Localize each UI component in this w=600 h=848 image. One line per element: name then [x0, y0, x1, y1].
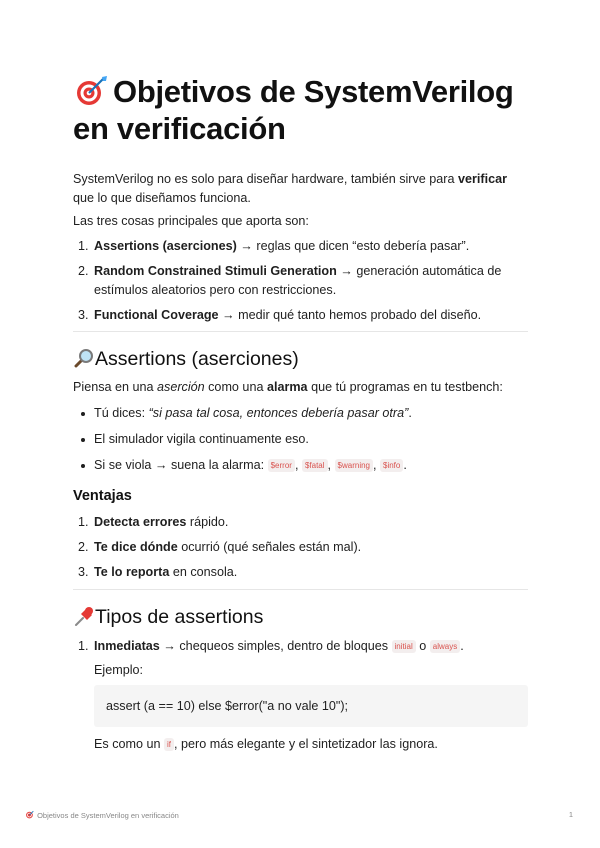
- text: ,: [294, 458, 299, 472]
- heading-text: Tipos de assertions: [95, 606, 264, 628]
- text: que tú programas en tu testbench:: [307, 380, 503, 394]
- subheading-ventajas: Ventajas: [73, 488, 132, 504]
- document-page: [73, 0, 528, 751]
- list-text: → chequeos simples, dentro de bloques: [159, 639, 392, 653]
- bullet-dot: [81, 412, 85, 416]
- text: Tú dices:: [94, 406, 149, 420]
- section-heading-tipos: [73, 605, 528, 629]
- list-text: → medir qué tanto hemos probado del diseño.: [218, 308, 482, 322]
- divider: [73, 331, 528, 332]
- list-number: 2.: [78, 540, 89, 554]
- text: .: [460, 639, 464, 653]
- list-bold: Te lo reporta: [94, 565, 170, 579]
- section-heading-assertions: [73, 347, 528, 371]
- list-number: 1.: [78, 239, 89, 253]
- list-text: en consola.: [169, 565, 238, 579]
- inline-code: initial: [392, 640, 416, 653]
- footer-title: Objetivos de SystemVerilog en verificación: [37, 811, 179, 820]
- text: Piensa en una: [73, 380, 158, 394]
- after-code-paragraph: [94, 735, 528, 754]
- inline-code: $info: [380, 459, 403, 472]
- list-bold: Assertions (aserciones): [94, 239, 237, 253]
- list-item: [73, 513, 528, 532]
- list-item: [73, 637, 549, 656]
- text: Es como un: [94, 737, 164, 751]
- inline-code: $error: [268, 459, 295, 472]
- inline-code: if: [164, 738, 174, 751]
- text: ,: [327, 458, 332, 472]
- list-bold: Inmediatas: [94, 639, 160, 653]
- text: o: [415, 639, 430, 653]
- list-item: [73, 237, 528, 256]
- list-bold: Functional Coverage: [94, 308, 219, 322]
- intro-lead: Las tres cosas principales que aporta son:: [73, 214, 309, 228]
- intro-text-end: que lo que diseñamos funciona.: [73, 191, 251, 205]
- code-text: assert (a == 10) else $error("a no vale 10");: [106, 699, 349, 713]
- intro-paragraph: [73, 170, 528, 208]
- bullet-dot: [81, 438, 85, 442]
- page-title-text: Objetivos de SystemVerilog en verificación: [73, 74, 514, 146]
- ventajas-list: [73, 513, 528, 582]
- italic-text: “si pasa tal cosa, entonces debería pasar otra”: [148, 406, 409, 420]
- inline-code: $warning: [335, 459, 373, 472]
- list-text: rápido.: [186, 515, 229, 529]
- target-dart-icon: [73, 75, 109, 107]
- page-number: 1: [568, 810, 573, 819]
- divider: [73, 589, 528, 590]
- bullet-item: [73, 456, 528, 475]
- inline-code: always: [430, 640, 460, 653]
- example-label: Ejemplo:: [94, 663, 143, 677]
- pushpin-icon: [73, 606, 95, 626]
- bullet-dot: [81, 464, 85, 468]
- intro-text: SystemVerilog no es solo para diseñar hardware, también sirve para: [73, 172, 459, 186]
- list-number: 1.: [78, 639, 89, 653]
- inline-code: $fatal: [302, 459, 328, 472]
- text: Si se viola → suena la alarma:: [94, 458, 268, 472]
- italic-text: aserción: [157, 380, 205, 394]
- text: ,: [373, 458, 377, 472]
- list-item: [73, 538, 528, 557]
- list-bold: Te dice dónde: [94, 540, 178, 554]
- list-text: → reglas que dicen “esto debería pasar”.: [236, 239, 470, 253]
- list-bold: Detecta errores: [94, 515, 187, 529]
- list-number: 3.: [78, 308, 89, 322]
- page-footer: [25, 810, 179, 820]
- intro-list: [73, 237, 528, 325]
- text: como una: [204, 380, 267, 394]
- bold-text: alarma: [266, 380, 308, 394]
- list-text: → generación automática de estímulos aleatorios pero con restricciones.: [94, 264, 502, 297]
- assertions-paragraph: [73, 378, 528, 397]
- list-item: [73, 563, 528, 582]
- list-text: ocurrió (qué señales están mal).: [177, 540, 362, 554]
- target-dart-icon: [25, 810, 35, 819]
- list-number: 3.: [78, 565, 89, 579]
- list-item: [73, 306, 528, 325]
- text: El simulador vigila continuamente eso.: [94, 432, 309, 446]
- text: , pero más elegante y el sintetizador las ignora.: [174, 737, 438, 751]
- list-number: 1.: [78, 515, 89, 529]
- page-title: [73, 73, 543, 147]
- text: .: [403, 458, 407, 472]
- bullet-item: [73, 404, 528, 423]
- list-number: 2.: [78, 264, 89, 278]
- intro-bold: verificar: [458, 172, 508, 186]
- list-item: [73, 262, 528, 300]
- assertions-bullets: [73, 404, 528, 475]
- list-bold: Random Constrained Stimuli Generation: [94, 264, 337, 278]
- heading-text: Assertions (aserciones): [95, 348, 299, 370]
- text: .: [408, 406, 412, 420]
- magnifying-glass-icon: [73, 348, 95, 368]
- bullet-item: [73, 430, 528, 449]
- code-block: [94, 685, 528, 727]
